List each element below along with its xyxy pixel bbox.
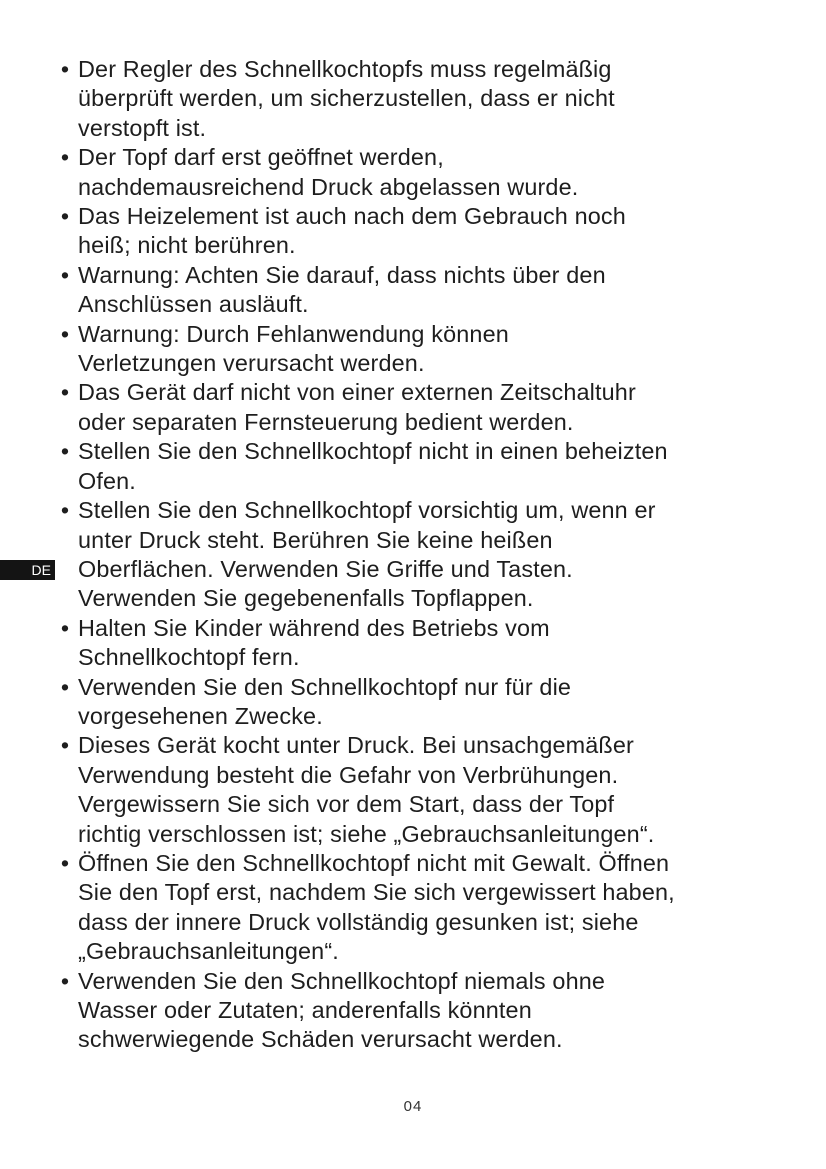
bullet-line: Der Regler des Schnellkochtopfs muss regelmäßig [78,56,612,82]
bullet-dot-icon: • [60,732,70,759]
bullet-line: überprüft werden, um sicherzustellen, dass er nicht [78,85,615,112]
bullet-line: richtig verschlossen ist; siehe „Gebrauchsanleitungen“. [78,820,655,847]
bullet-line: Halten Sie Kinder während des Betriebs vom [78,614,550,641]
bullet-dot-icon: • [60,673,70,700]
bullet-line: Dieses Gerät kocht unter Druck. Bei unsachgemäßer [78,732,634,759]
bullet-dot-icon: • [60,438,70,465]
language-tab: DE [0,560,55,580]
bullet-line: Verwenden Sie gegebenenfalls Topflappen. [78,585,534,612]
bullet-dot-icon: • [60,203,70,230]
bullet-line: vorgesehenen Zwecke. [78,702,323,729]
bullet-line: verstopft ist. [78,114,207,141]
bullet-line: Warnung: Achten Sie darauf, dass nichts über den [78,261,606,288]
bullet-dot-icon: • [60,849,70,876]
bullet-item [56,261,768,320]
document-body [56,55,768,1055]
bullet-line: Das Heizelement ist auch nach dem Gebrauch noch [78,203,626,230]
bullet-line: Verwendung besteht die Gefahr von Verbrühungen. [78,761,619,788]
bullet-dot-icon: • [60,261,70,288]
bullet-dot-icon: • [60,497,70,524]
bullet-line: Das Gerät darf nicht von einer externen Zeitschaltuhr [78,379,636,406]
bullet-item [56,202,768,261]
bullet-item [56,143,768,202]
bullet-item [56,437,768,496]
bullet-item [56,849,768,967]
bullet-line: Verwenden Sie den Schnellkochtopf nur für die [78,673,572,700]
bullet-line: Schnellkochtopf fern. [78,644,300,671]
bullet-item [56,614,768,673]
bullet-line: Stellen Sie den Schnellkochtopf nicht in einen beheizten [78,438,668,465]
bullet-dot-icon: • [60,320,70,347]
safety-bullet-list [56,55,768,1055]
bullet-line: heiß; nicht berühren. [78,232,296,259]
bullet-line: Anschlüssen ausläuft. [78,291,309,318]
bullet-item [56,378,768,437]
bullet-line: dass der innere Druck vollständig gesunken ist; siehe [78,908,639,935]
bullet-dot-icon: • [60,144,70,171]
bullet-line: Öffnen Sie den Schnellkochtopf nicht mit Gewalt. Öffnen [78,849,670,876]
bullet-line: Verletzungen verursacht werden. [78,350,425,377]
bullet-line: Sie den Topf erst, nachdem Sie sich vergewissert haben, [78,879,675,906]
bullet-dot-icon: • [60,614,70,641]
bullet-line: Oberflächen. Verwenden Sie Griffe und Tasten. [78,555,573,582]
page-number: 04 [403,1098,423,1115]
bullet-dot-icon: • [60,967,70,994]
bullet-line: Stellen Sie den Schnellkochtopf vorsichtig um, wenn er [78,497,656,524]
bullet-line: unter Druck steht. Berühren Sie keine heißen [78,526,553,553]
bullet-line: Warnung: Durch Fehlanwendung können [78,320,509,347]
bullet-line: Vergewissern Sie sich vor dem Start, dass der Topf [78,791,615,818]
bullet-line: schwerwiegende Schäden verursacht werden. [78,1026,563,1053]
bullet-item [56,673,768,732]
bullet-line: Der Topf darf erst geöffnet werden, [78,144,444,171]
bullet-item [56,55,768,143]
bullet-dot-icon: • [60,56,70,82]
bullet-line: nachdemausreichend Druck abgelassen wurde. [78,173,579,200]
bullet-item [56,731,768,849]
bullet-line: Wasser oder Zutaten; anderenfalls könnten [78,997,532,1023]
bullet-line: Ofen. [78,467,136,494]
bullet-line: „Gebrauchsanleitungen“. [78,938,339,965]
bullet-dot-icon: • [60,379,70,406]
bullet-item [56,496,768,614]
bullet-line: Verwenden Sie den Schnellkochtopf niemals ohne [78,967,606,994]
bullet-item [56,967,768,1055]
bullet-item [56,320,768,379]
bullet-line: oder separaten Fernsteuerung bedient werden. [78,408,574,435]
